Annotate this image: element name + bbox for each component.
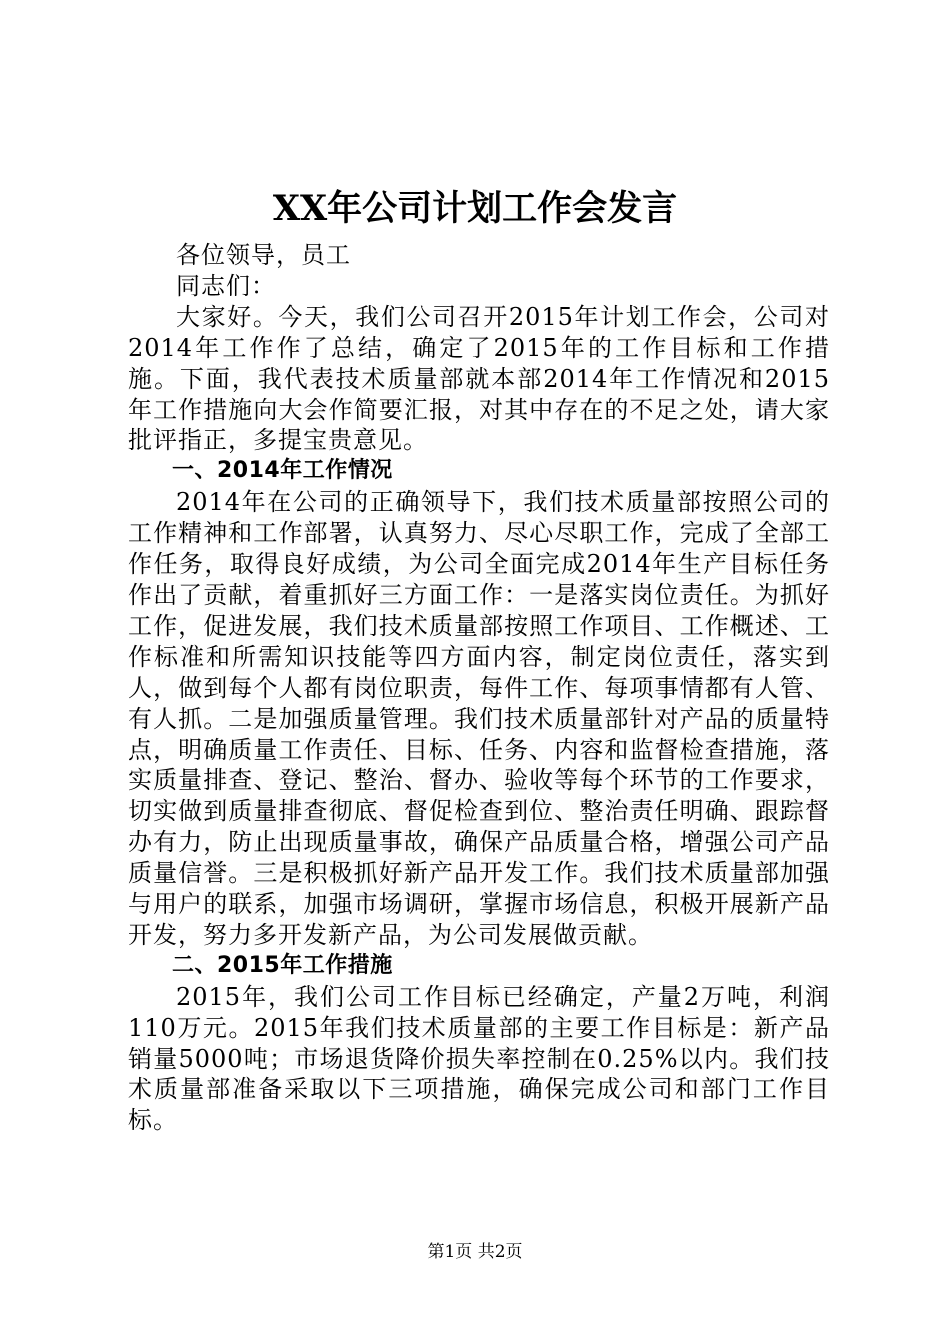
salutation-line-1: 各位领导，员工 <box>176 241 351 269</box>
section-1-paragraph: 2014年在公司的正确领导下，我们技术质量部按照公司的工作精神和工作部署，认真努力、尽心尽职工作，完成了全部工作任务，取得良好成绩，为公司全面完成2014年生产目标任务作出了贡献，着重抓好三方面工作：一是落实岗位责任。为抓好工作，促进发展，我们技术质量部按照工作项目、工作概述、工作标准和所需知识技能等四方面内容，制定岗位责任，落实到人，做到每个人都有岗位职责，每件工作、每项事情都有人管、有人抓。二是加强质量管理。我们技术质量部针对产品的质量特点，明确质量工作责任、目标、任务、内容和监督检查措施，落实质量排查、登记、整治、督办、验收等每个环节的工作要求，切实做到质量排查彻底、督促检查到位、整治责任明确、跟踪督办有力，防止出现质量事故，确保产品质量合格，增强公司产品质量信誉。三是积极抓好新产品开发工作。我们技术质量部加强与用户的联系，加强市场调研，掌握市场信息，积极开展新产品开发，努力多开发新产品，为公司发展做贡献。 <box>128 488 830 949</box>
section-2-paragraph: 2015年，我们公司工作目标已经确定，产量2万吨，利润110万元。2015年我们技术质量部的主要工作目标是：新产品销量5000吨；市场退货降价损失率控制在0.25%以内。我们技术质量部准备采取以下三项措施，确保完成公司和部门工作目标。 <box>128 982 830 1135</box>
intro-paragraph: 大家好。今天，我们公司召开2015年计划工作会，公司对2014年工作作了总结，确定了2015年的工作目标和工作措施。下面，我代表技术质量部就本部2014年工作情况和2015年工作措施向大会作简要汇报，对其中存在的不足之处，请大家批评指正，多提宝贵意见。 <box>128 302 830 455</box>
document-title: XX年公司计划工作会发言 <box>272 188 678 229</box>
document-body <box>128 240 830 1136</box>
section-2-heading: 二、2015年工作措施 <box>172 952 393 978</box>
page-footer: 第1页 共2页 <box>427 1242 523 1262</box>
salutation-line-2: 同志们： <box>176 271 276 300</box>
section-1-heading: 一、2014年工作情况 <box>172 458 393 484</box>
